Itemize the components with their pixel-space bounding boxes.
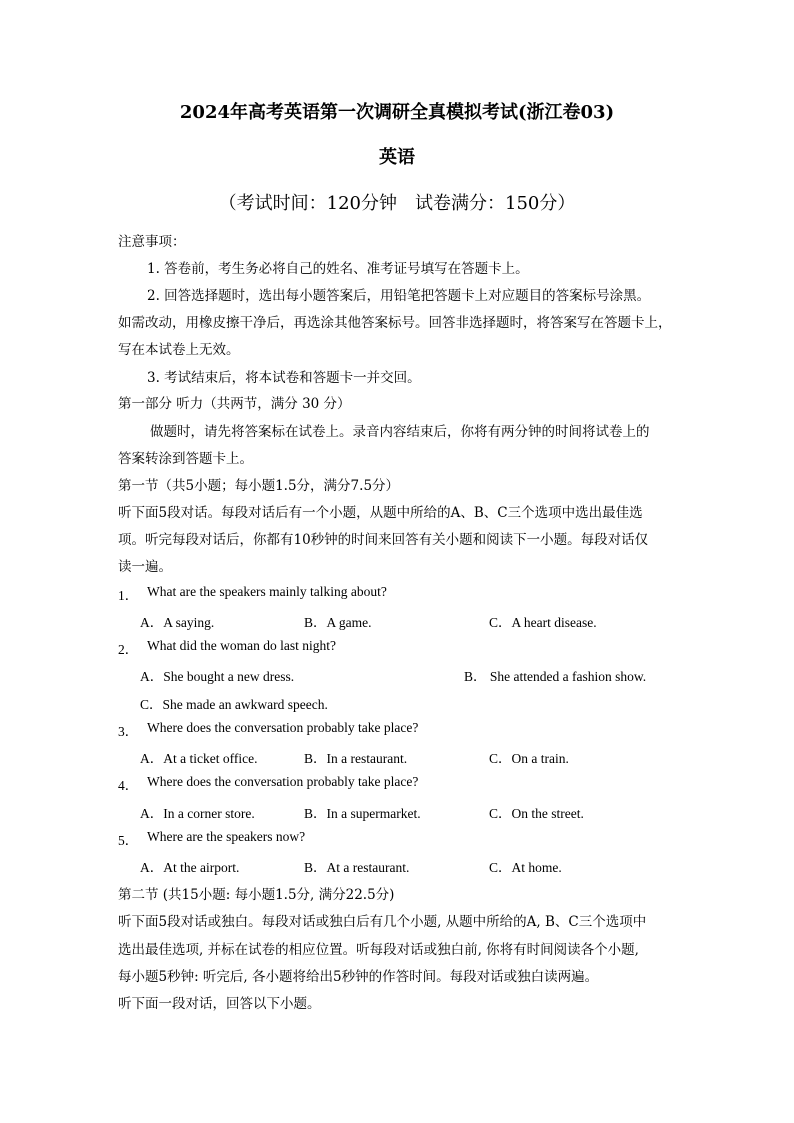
notes-heading: 注意事项： bbox=[118, 234, 186, 250]
note-3: 3. 考试结束后，将本试卷和答题卡一并交回。 bbox=[147, 370, 421, 386]
option-c: C．At home. bbox=[489, 860, 562, 875]
option-c: C．She made an awkward speech. bbox=[140, 697, 328, 712]
option-a: A．She bought a new dress. bbox=[140, 669, 295, 684]
note-2-end: 写在本试卷上无效。 bbox=[118, 342, 240, 358]
option-c: C．A heart disease. bbox=[489, 615, 597, 630]
option-b: B．A game. bbox=[304, 615, 372, 630]
option-a: A．At a ticket office. bbox=[140, 751, 258, 766]
section2-instruction-3: 每小题5秒钟: 听完后, 各小题将给出5秒钟的作答时间。每段对话或独白读两遍。 bbox=[118, 969, 599, 985]
question-number: 4． bbox=[118, 778, 139, 793]
note-2: 2. 回答选择题时，选出每小题答案后，用铅笔把答题卡上对应题目的答案标号涂黑。 bbox=[147, 288, 651, 304]
note-1: 1. 答卷前，考生务必将自己的姓名、准考证号填写在答题卡上。 bbox=[147, 261, 529, 277]
option-a: A．In a corner store. bbox=[140, 806, 255, 821]
option-c: C．On the street. bbox=[489, 806, 584, 821]
question-number: 2． bbox=[118, 642, 139, 657]
option-b: B．In a supermarket. bbox=[304, 806, 421, 821]
time-info: （考试时间：120分钟 试卷满分：150分） bbox=[218, 193, 576, 214]
section2-heading: 第二节 (共15小题: 每小题1.5分, 满分22.5分) bbox=[118, 887, 395, 903]
question-number: 1． bbox=[118, 588, 139, 603]
option-b: B．At a restaurant. bbox=[304, 860, 410, 875]
question-number: 5． bbox=[118, 833, 139, 848]
section1-heading: 第一节（共5小题；每小题1.5分，满分7.5分） bbox=[118, 478, 400, 494]
section1-instruction-2: 项。听完每段对话后，你都有10秒钟的时间来回答有关小题和阅读下一小题。每段对话仅 bbox=[118, 532, 649, 548]
section2-instruction: 听下面5段对话或独白。每段对话或独白后有几个小题, 从题中所给的A, B、C三个选项中 bbox=[118, 914, 647, 930]
question-text: What did the woman do last night? bbox=[147, 638, 336, 653]
section1-instruction: 听下面5段对话。每段对话后有一个小题，从题中所给的A、B、C三个选项中选出最佳选 bbox=[118, 505, 643, 521]
note-2-cont: 如需改动，用橡皮擦干净后，再选涂其他答案标号。回答非选择题时，将答案写在答题卡上， bbox=[118, 315, 672, 331]
option-c: C．On a train. bbox=[489, 751, 569, 766]
part1-instruction: 做题时，请先将答案标在试卷上。录音内容结束后，你将有两分钟的时间将试卷上的 bbox=[150, 424, 650, 440]
option-b: B． She attended a fashion show. bbox=[464, 669, 647, 684]
question-text: Where does the conversation probably take place? bbox=[147, 774, 419, 789]
question-number: 3． bbox=[118, 724, 139, 739]
section1-instruction-3: 读一遍。 bbox=[118, 559, 172, 575]
page-title: 2024年高考英语第一次调研全真模拟考试(浙江卷03) bbox=[179, 102, 615, 123]
question-text: What are the speakers mainly talking about? bbox=[147, 584, 387, 599]
subject-title: 英语 bbox=[379, 147, 415, 168]
section2-instruction-2: 选出最佳选项, 并标在试卷的相应位置。听每段对话或独白前, 你将有时间阅读各个小题, bbox=[118, 942, 639, 958]
part1-instruction-end: 答案转涂到答题卡上。 bbox=[118, 451, 253, 467]
question-text: Where are the speakers now? bbox=[147, 829, 306, 844]
option-a: A．At the airport. bbox=[140, 860, 240, 875]
question-text: Where does the conversation probably take place? bbox=[147, 720, 419, 735]
option-a: A．A saying. bbox=[140, 615, 215, 630]
option-b: B．In a restaurant. bbox=[304, 751, 408, 766]
part1-heading: 第一部分 听力（共两节，满分 30 分） bbox=[118, 396, 351, 412]
section2-instruction-4: 听下面一段对话，回答以下小题。 bbox=[118, 996, 321, 1012]
